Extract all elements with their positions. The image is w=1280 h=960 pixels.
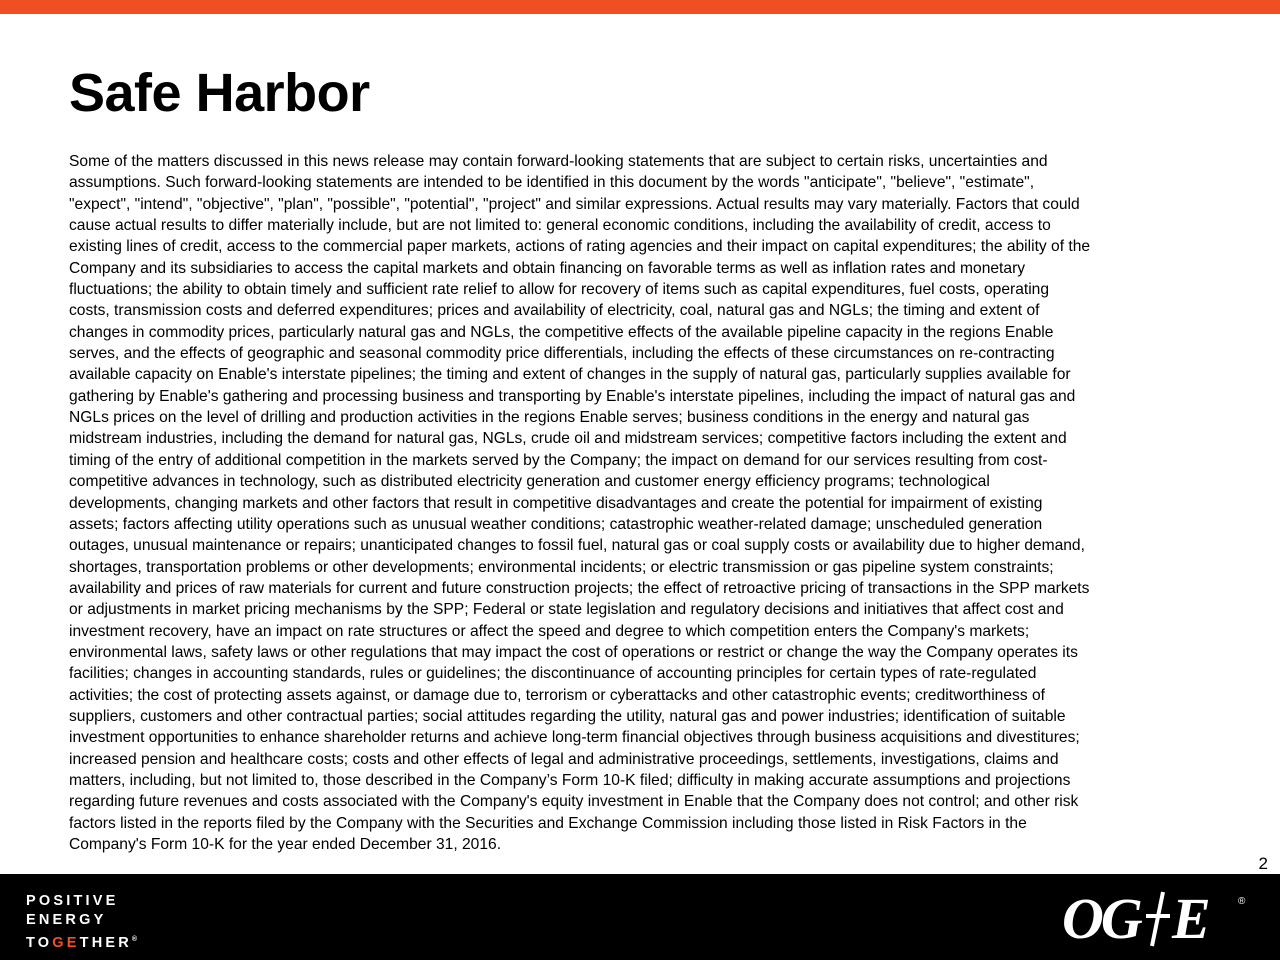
- statement-line: factors listed in the reports filed by the Company with the Securities and Exchange Commission including those listed in Risk Factors in the: [69, 814, 1027, 832]
- statement-line: developments, changing markets and other factors that result in competitive disadvantages and create the potential for impairment of existing: [69, 494, 1043, 512]
- statement-line: NGLs prices on the level of drilling and production activities in the regions Enable serves; business conditions in the energy and natural gas: [69, 409, 1030, 427]
- page-number: 2: [1258, 854, 1268, 873]
- tagline-registered-mark: ®: [131, 936, 138, 943]
- statement-line: gathering by Enable's gathering and processing business and transporting by Enable's interstate pipelines, including the impact of natural gas and: [69, 387, 1076, 405]
- positive-energy-together-tagline: [26, 892, 137, 953]
- statement-line: assumptions. Such forward-looking statements are intended to be identified in this document by the words "anticipate", "believe", "estimate",: [69, 174, 1035, 192]
- tagline-line-3-suffix: THER: [79, 934, 132, 951]
- statement-line: "expect", "intend", "objective", "plan", "possible", "potential", "project" and similar expressions. Actual results may vary materially. Factors that could: [69, 195, 1080, 213]
- svg-text:OG: OG: [1062, 886, 1140, 948]
- statement-line: assets; factors affecting utility operations such as unusual weather conditions; catastrophic weather-related damage; unscheduled generation: [69, 515, 1043, 533]
- statement-line: available capacity on Enable's interstate pipelines; the timing and extent of changes in the supply of natural gas, particularly supplies available for: [69, 366, 1071, 384]
- statement-line: costs, transmission costs and deferred expenditures; prices and availability of electricity, coal, natural gas and NGLs; the timing and extent of: [69, 302, 1040, 320]
- slide-title: Safe Harbor: [69, 63, 370, 123]
- statement-line: cause actual results to differ materially include, but are not limited to: general economic conditions, including the availability of credit, access to: [69, 217, 1051, 235]
- statement-line: shortages, transportation problems or other developments; environmental incidents; or electric transmission or gas pipeline system constraints;: [69, 558, 1054, 576]
- safe-harbor-statement: [69, 151, 1229, 855]
- statement-line: serves, and the effects of geographic and seasonal commodity price differentials, including the effects of these circumstances on re-contracting: [69, 345, 1055, 363]
- statement-line: timing of the entry of additional competition in the markets served by the Company; the impact on demand for our services resulting from cost-: [69, 451, 1048, 469]
- statement-line: fluctuations; the ability to obtain timely and sufficient rate relief to allow for recovery of items such as capital expenditures, fuel costs, operating: [69, 281, 1050, 299]
- statement-line: midstream industries, including the demand for natural gas, NGLs, crude oil and midstream services; competitive factors including the extent and: [69, 430, 1067, 448]
- tagline-line-3-prefix: TO: [26, 934, 53, 951]
- svg-text:E: E: [1172, 886, 1211, 948]
- tagline-line-1: POSITIVE: [26, 893, 119, 909]
- footer-bar: [0, 874, 1280, 960]
- statement-line: regarding future revenues and costs associated with the Company's equity investment in Enable that the Company does not control; and other risk: [69, 793, 1079, 811]
- statement-line: environmental laws, safety laws or other regulations that may impact the cost of operations or restrict or change the way the Company operates its: [69, 643, 1078, 661]
- statement-line: Some of the matters discussed in this news release may contain forward-looking statements that are subject to certain risks, uncertainties and: [69, 153, 1048, 170]
- statement-line: changes in commodity prices, particularly natural gas and NGLs, the competitive effects of the available pipeline capacity in the regions Enable: [69, 323, 1054, 341]
- top-accent-bar: [0, 0, 1280, 14]
- statement-line: investment recovery, have an impact on rate structures or affect the speed and degree to which competition enters the Company's markets;: [69, 622, 1030, 640]
- statement-line: suppliers, customers and other contractual parties; social attitudes regarding the utility, natural gas and power industries; identification of suitable: [69, 707, 1066, 725]
- statement-line: outages, unusual maintenance or repairs; unanticipated changes to fossil fuel, natural gas or coal supply costs or availability due to higher demand,: [69, 537, 1085, 555]
- statement-line: availability and prices of raw materials for current and future construction projects; the effect of retroactive pricing of transactions in the SPP markets: [69, 579, 1090, 597]
- oge-logo: [1062, 886, 1252, 948]
- statement-line: competitive advances in technology, such as distributed electricity generation and customer energy efficiency programs; technological: [69, 473, 990, 491]
- statement-line: Company and its subsidiaries to access the capital markets and obtain financing on favorable terms as well as inflation rates and monetary: [69, 259, 1026, 277]
- statement-line: increased pension and healthcare costs; costs and other effects of legal and administrative proceedings, settlements, investigations, claims and: [69, 750, 1059, 768]
- statement-line: or adjustments in market pricing mechanisms by the SPP; Federal or state legislation and regulatory decisions and initiatives that affect cost and: [69, 601, 1064, 619]
- statement-line: matters, including, but not limited to, those described in the Company’s Form 10-K filed; difficulty in making accurate assumptions and projections: [69, 771, 1071, 789]
- statement-line: facilities; changes in accounting standards, rules or guidelines; the discontinuance of accounting principles for certain types of rate-regulated: [69, 665, 1037, 683]
- tagline-line-3-accent: GE: [52, 934, 80, 951]
- statement-line: Company's Form 10-K for the year ended December 31, 2016.: [69, 836, 502, 853]
- tagline-line-3: [26, 930, 137, 953]
- statement-line: existing lines of credit, access to the commercial paper markets, actions of rating agencies and their impact on capital expenditures; the ability of the: [69, 238, 1091, 256]
- statement-line: activities; the cost of protecting assets against, or damage due to, terrorism or cyberattacks and other catastrophic events; creditworthiness of: [69, 686, 1045, 704]
- logo-registered-mark: ®: [1238, 896, 1246, 907]
- statement-line: investment opportunities to enhance shareholder returns and achieve long-term financial objectives through business acquisitions and divestitures;: [69, 729, 1080, 747]
- logo-slash-mark: [1152, 892, 1163, 946]
- tagline-line-2: ENERGY: [26, 912, 107, 928]
